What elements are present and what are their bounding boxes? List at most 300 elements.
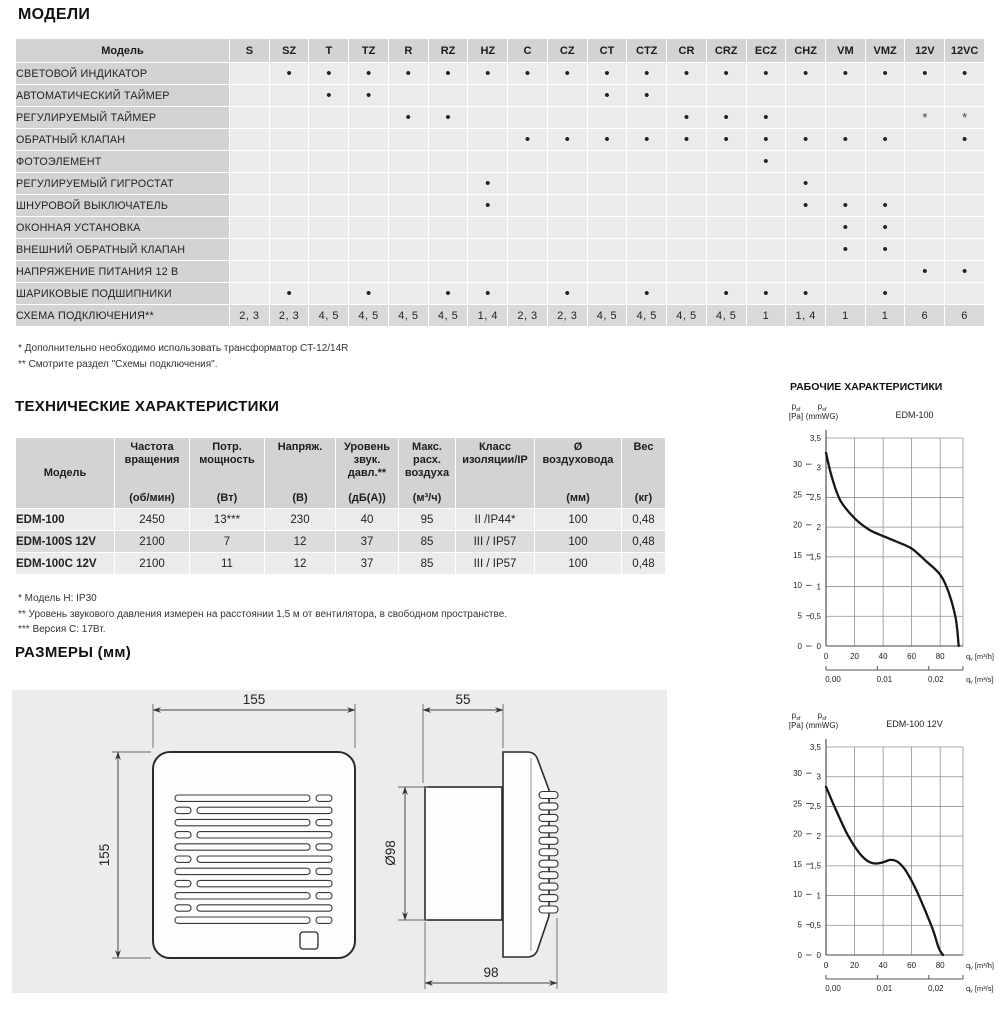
model-column-header: TZ: [349, 39, 388, 62]
tech-value-cell: 100: [535, 553, 621, 574]
feature-cell: [309, 151, 348, 172]
axis-symbol: $p_{sf}$: [791, 402, 801, 413]
feature-dot-cell: •: [826, 239, 865, 260]
grille-slat: [175, 868, 310, 874]
feature-row-label: ОКОННАЯ УСТАНОВКА: [16, 217, 229, 238]
dim-label: 98: [483, 965, 499, 980]
feature-cell: [588, 173, 627, 194]
dim-label: 155: [242, 692, 266, 707]
feature-cell: 2, 3: [508, 305, 547, 326]
feature-row-label: ВНЕШНИЙ ОБРАТНЫЙ КЛАПАН: [16, 239, 229, 260]
y-tick-pa: 5: [797, 611, 802, 621]
feature-cell: [747, 195, 786, 216]
x-tick: 40: [878, 652, 888, 661]
feature-dot-cell: •: [548, 129, 587, 150]
feature-row-label: ФОТОЭЛЕМЕНТ: [16, 151, 229, 172]
spring-clip-loop: [539, 883, 558, 890]
dim-label: Ø98: [383, 840, 398, 866]
feature-cell: [667, 239, 706, 260]
feature-row: [16, 63, 984, 84]
feature-cell: [309, 283, 348, 304]
x-tick: 60: [907, 652, 917, 661]
feature-cell: [230, 85, 269, 106]
feature-dot-cell: •: [468, 63, 507, 84]
fan-front-view: [153, 752, 355, 958]
feature-row-label: СВЕТОВОЙ ИНДИКАТОР: [16, 63, 229, 84]
feature-cell: [468, 107, 507, 128]
feature-cell: [945, 217, 984, 238]
feature-cell: [627, 217, 666, 238]
model-column-header: VM: [826, 39, 865, 62]
model-column-header: 12V: [905, 39, 944, 62]
feature-cell: [349, 173, 388, 194]
feature-cell: [508, 107, 547, 128]
tech-column-header: Потр. мощность (Вт): [190, 438, 264, 508]
feature-dot-cell: •: [866, 217, 905, 238]
feature-dot-cell: •: [627, 129, 666, 150]
feature-cell: [627, 173, 666, 194]
feature-dot-cell: •: [826, 195, 865, 216]
tech-column-header: Уровень звук. давл.** (дБ(А)): [336, 438, 398, 508]
grille-slat: [175, 917, 310, 923]
spring-clip-loop: [539, 872, 558, 879]
y-tick-mmwg: 3: [816, 772, 821, 782]
tech-column-header: Вес (кг): [622, 438, 665, 508]
feature-cell: [429, 261, 468, 282]
axis-symbol: $p_{sf}$: [817, 402, 827, 413]
grille-slat: [316, 819, 332, 825]
grille-slat: [175, 905, 191, 911]
feature-cell: [429, 85, 468, 106]
axis-unit: $q_v$ [m³/h]: [966, 652, 995, 663]
feature-cell: [548, 261, 587, 282]
performance-curve: [826, 453, 959, 646]
feature-cell: [309, 129, 348, 150]
axis-unit: [Pa]: [788, 412, 804, 421]
feature-cell: 1: [826, 305, 865, 326]
dim-panel-depth: [423, 692, 503, 783]
dimensions-drawing: [12, 690, 667, 993]
y-tick-mmwg: 1,5: [809, 552, 821, 562]
feature-dot-cell: •: [508, 129, 547, 150]
feature-cell: [270, 239, 309, 260]
grille-slat: [175, 807, 191, 813]
feature-cell: [747, 85, 786, 106]
feature-row: [16, 261, 984, 282]
feature-cell: [588, 107, 627, 128]
feature-cell: [230, 239, 269, 260]
feature-row: [16, 173, 984, 194]
feature-cell: [548, 107, 587, 128]
y-tick-pa: 20: [793, 520, 802, 530]
feature-cell: [905, 85, 944, 106]
grille-slat: [197, 880, 332, 886]
feature-cell: 6: [905, 305, 944, 326]
feature-cell: [905, 195, 944, 216]
axis-symbol: $p_{sf}$: [791, 711, 801, 722]
feature-dot-cell: •: [429, 283, 468, 304]
tech-value-cell: 11: [190, 553, 264, 574]
feature-cell: [270, 107, 309, 128]
feature-dot-cell: •: [548, 63, 587, 84]
feature-dot-cell: •: [468, 195, 507, 216]
performance-curve: [826, 787, 943, 955]
y-tick-mmwg: 3: [816, 463, 821, 473]
feature-dot-cell: •: [588, 129, 627, 150]
footnote: ** Уровень звукового давления измерен на расстоянии 1,5 м от вентилятора, в свободном пространстве.: [18, 608, 508, 620]
grille-slat: [316, 893, 332, 899]
feature-row-label: НАПРЯЖЕНИЕ ПИТАНИЯ 12 В: [16, 261, 229, 282]
feature-cell: [349, 261, 388, 282]
feature-cell: [508, 261, 547, 282]
feature-cell: [468, 239, 507, 260]
feature-cell: [786, 85, 825, 106]
feature-dot-cell: •: [468, 173, 507, 194]
y-tick-mmwg: 3,5: [809, 433, 821, 443]
feature-row: [16, 195, 984, 216]
model-column-header: R: [389, 39, 428, 62]
feature-cell: [707, 239, 746, 260]
feature-cell: [548, 217, 587, 238]
feature-cell: [309, 195, 348, 216]
feature-cell: [508, 283, 547, 304]
feature-cell: [866, 107, 905, 128]
feature-cell: [707, 195, 746, 216]
feature-cell: [627, 239, 666, 260]
feature-cell: [389, 239, 428, 260]
feature-cell: 4, 5: [667, 305, 706, 326]
feature-cell: 4, 5: [429, 305, 468, 326]
y-tick-mmwg: 1: [816, 582, 821, 592]
indicator-button: [300, 932, 318, 949]
dimensions-section-title: РАЗМЕРЫ (мм): [15, 644, 132, 661]
axis-unit: (mmWG): [805, 721, 839, 730]
feature-cell: [866, 151, 905, 172]
feature-cell: [429, 195, 468, 216]
x-tick: 40: [878, 961, 888, 970]
feature-dot-cell: •: [627, 85, 666, 106]
feature-cell: [508, 239, 547, 260]
feature-cell: [508, 85, 547, 106]
feature-cell: [389, 261, 428, 282]
tech-row: [16, 531, 665, 552]
tech-value-cell: 2100: [115, 531, 189, 552]
tech-value-cell: 0,48: [622, 553, 665, 574]
tech-value-cell: 0,48: [622, 531, 665, 552]
tech-column-header: Ø воздуховода (мм): [535, 438, 621, 508]
secondary-tick-label: 0,00: [825, 984, 841, 993]
feature-cell: [707, 261, 746, 282]
feature-cell: [667, 261, 706, 282]
feature-cell: [389, 217, 428, 238]
x-tick: 20: [850, 961, 859, 970]
tech-row: [16, 509, 665, 530]
feature-cell: [309, 173, 348, 194]
feature-cell: [389, 283, 428, 304]
feature-row-label: ШАРИКОВЫЕ ПОДШИПНИКИ: [16, 283, 229, 304]
x-tick: 80: [935, 652, 945, 661]
feature-cell: [667, 283, 706, 304]
feature-cell: [826, 283, 865, 304]
feature-cell: [588, 217, 627, 238]
feature-cell: 4, 5: [627, 305, 666, 326]
performance-chart-edm100: [782, 396, 1000, 696]
model-column-header: T: [309, 39, 348, 62]
y-tick-pa: 0: [797, 641, 802, 651]
tech-value-cell: 12: [265, 553, 335, 574]
tech-value-cell: 85: [399, 553, 455, 574]
feature-cell: [826, 107, 865, 128]
performance-chart-edm100-12v: [782, 705, 1000, 1005]
feature-cell: 4, 5: [707, 305, 746, 326]
model-column-header: CRZ: [707, 39, 746, 62]
feature-cell: [508, 195, 547, 216]
feature-cell: [707, 217, 746, 238]
model-column-header: CTZ: [627, 39, 666, 62]
feature-cell: [905, 129, 944, 150]
feature-cell: [945, 239, 984, 260]
tech-value-cell: 2450: [115, 509, 189, 530]
feature-cell: [468, 217, 507, 238]
grille-slat: [197, 905, 332, 911]
axis-unit: [Pa]: [788, 721, 804, 730]
feature-cell: 4, 5: [588, 305, 627, 326]
tech-section-title: ТЕХНИЧЕСКИЕ ХАРАКТЕРИСТИКИ: [15, 398, 280, 415]
models-footnotes: [18, 341, 348, 372]
feature-cell: [786, 107, 825, 128]
feature-cell: 2, 3: [548, 305, 587, 326]
feature-cell: [707, 173, 746, 194]
feature-cell: [230, 129, 269, 150]
model-column-header: S: [230, 39, 269, 62]
feature-cell: [230, 173, 269, 194]
tech-value-cell: 95: [399, 509, 455, 530]
feature-dot-cell: •: [468, 283, 507, 304]
spring-clip-loop: [539, 849, 558, 856]
grille-slat: [175, 893, 310, 899]
y-tick-mmwg: 3,5: [809, 742, 821, 752]
y-tick-mmwg: 0: [816, 641, 821, 651]
feature-cell: [309, 261, 348, 282]
tech-value-cell: 12: [265, 531, 335, 552]
y-tick-pa: 0: [797, 950, 802, 960]
dim-label: 155: [97, 843, 112, 867]
spring-clip-loop: [539, 837, 558, 844]
chart-title: EDM-100: [895, 410, 934, 420]
dim-front-width: [153, 692, 355, 748]
feature-cell: [230, 151, 269, 172]
feature-dot-cell: •: [945, 261, 984, 282]
axis-unit: (mmWG): [805, 412, 839, 421]
feature-star-cell: *: [945, 107, 984, 128]
feature-cell: [786, 239, 825, 260]
tech-value-cell: 100: [535, 509, 621, 530]
tech-model-name: EDM-100C 12V: [16, 553, 114, 574]
grille-slat: [197, 856, 332, 862]
feature-cell: [468, 85, 507, 106]
y-tick-pa: 30: [793, 768, 802, 778]
feature-row: [16, 239, 984, 260]
feature-dot-cell: •: [747, 129, 786, 150]
feature-cell: [667, 217, 706, 238]
performance-section-title: РАБОЧИЕ ХАРАКТЕРИСТИКИ: [790, 381, 943, 393]
feature-cell: [588, 239, 627, 260]
feature-dot-cell: •: [588, 63, 627, 84]
feature-dot-cell: •: [707, 63, 746, 84]
feature-cell: [945, 151, 984, 172]
tech-value-cell: II /IP44*: [456, 509, 534, 530]
feature-cell: [309, 107, 348, 128]
tech-value-cell: 37: [336, 553, 398, 574]
feature-cell: [230, 283, 269, 304]
feature-cell: [389, 129, 428, 150]
y-tick-mmwg: 1,5: [809, 861, 821, 871]
tech-model-name: EDM-100S 12V: [16, 531, 114, 552]
tech-column-header: Класс изоляции/IP: [456, 438, 534, 508]
feature-cell: [826, 261, 865, 282]
feature-cell: [270, 261, 309, 282]
feature-cell: [349, 151, 388, 172]
feature-cell: [627, 107, 666, 128]
duct-tube: [425, 787, 502, 920]
feature-cell: [508, 151, 547, 172]
tech-value-cell: 13***: [190, 509, 264, 530]
feature-cell: [866, 85, 905, 106]
feature-cell: 2, 3: [230, 305, 269, 326]
feature-cell: 1, 4: [786, 305, 825, 326]
tech-value-cell: 2100: [115, 553, 189, 574]
feature-cell: 4, 5: [309, 305, 348, 326]
x-tick: 80: [935, 961, 945, 970]
feature-dot-cell: •: [945, 129, 984, 150]
feature-cell: [270, 85, 309, 106]
feature-dot-cell: •: [707, 129, 746, 150]
x-tick: 20: [850, 652, 859, 661]
spring-clips: [539, 792, 558, 914]
feature-dot-cell: •: [786, 63, 825, 84]
feature-cell: [548, 85, 587, 106]
spring-clip-loop: [539, 826, 558, 833]
feature-cell: [945, 173, 984, 194]
feature-cell: [270, 129, 309, 150]
feature-dot-cell: •: [866, 63, 905, 84]
feature-dot-cell: •: [508, 63, 547, 84]
feature-cell: [826, 151, 865, 172]
feature-cell: [230, 195, 269, 216]
feature-cell: [866, 261, 905, 282]
feature-cell: [548, 239, 587, 260]
feature-cell: [548, 195, 587, 216]
fan-side-view: [425, 752, 558, 957]
feature-cell: 4, 5: [389, 305, 428, 326]
feature-dot-cell: •: [866, 129, 905, 150]
y-tick-mmwg: 1: [816, 891, 821, 901]
feature-dot-cell: •: [826, 217, 865, 238]
y-tick-pa: 20: [793, 829, 802, 839]
feature-cell: [349, 195, 388, 216]
spring-clip-loop: [539, 803, 558, 810]
model-column-header: ECZ: [747, 39, 786, 62]
feature-cell: [627, 261, 666, 282]
feature-dot-cell: •: [786, 129, 825, 150]
feature-row-label: ШНУРОВОЙ ВЫКЛЮЧАТЕЛЬ: [16, 195, 229, 216]
feature-cell: [588, 283, 627, 304]
feature-dot-cell: •: [548, 283, 587, 304]
feature-cell: [866, 173, 905, 194]
dim-duct-diameter: [383, 787, 428, 920]
chart-title: EDM-100 12V: [886, 719, 943, 729]
feature-row: [16, 129, 984, 150]
spring-clip-loop: [539, 895, 558, 902]
feature-cell: [747, 261, 786, 282]
feature-cell: [548, 173, 587, 194]
grille-slat: [175, 880, 191, 886]
feature-dot-cell: •: [866, 283, 905, 304]
feature-dot-cell: •: [429, 107, 468, 128]
dimensions-drawing-panel: [12, 690, 667, 993]
feature-row: [16, 283, 984, 304]
footnote: *** Версия C: 17Вт.: [18, 624, 106, 635]
feature-dot-cell: •: [627, 283, 666, 304]
grille-slat: [316, 868, 332, 874]
y-tick-pa: 5: [797, 920, 802, 930]
feature-dot-cell: •: [270, 283, 309, 304]
feature-row-label: АВТОМАТИЧЕСКИЙ ТАЙМЕР: [16, 85, 229, 106]
feature-cell: [309, 239, 348, 260]
tech-column-header: Напряж. (В): [265, 438, 335, 508]
y-tick-pa: 25: [793, 490, 802, 500]
y-tick-pa: 10: [793, 581, 802, 591]
grille-slat: [175, 832, 191, 838]
feature-dot-cell: •: [786, 173, 825, 194]
feature-star-cell: *: [905, 107, 944, 128]
feature-dot-cell: •: [707, 283, 746, 304]
feature-cell: [826, 173, 865, 194]
feature-row-label: ОБРАТНЫЙ КЛАПАН: [16, 129, 229, 150]
feature-cell: [707, 151, 746, 172]
tech-value-cell: 40: [336, 509, 398, 530]
tech-spec-table: [15, 437, 666, 575]
tech-value-cell: III / IP57: [456, 531, 534, 552]
tech-value-cell: 230: [265, 509, 335, 530]
feature-cell: [826, 85, 865, 106]
feature-cell: [588, 151, 627, 172]
models-feature-table: [15, 38, 985, 327]
feature-dot-cell: •: [786, 195, 825, 216]
feature-cell: [230, 63, 269, 84]
feature-cell: 1: [747, 305, 786, 326]
feature-cell: [786, 217, 825, 238]
model-column-header: VMZ: [866, 39, 905, 62]
feature-cell: [230, 261, 269, 282]
secondary-tick-label: 0,01: [876, 984, 893, 993]
tech-model-name: EDM-100: [16, 509, 114, 530]
feature-cell: [270, 195, 309, 216]
feature-cell: [270, 217, 309, 238]
spring-clip-loop: [539, 814, 558, 821]
feature-dot-cell: •: [826, 63, 865, 84]
feature-cell: [905, 151, 944, 172]
tech-value-cell: 85: [399, 531, 455, 552]
spring-clip-loop: [539, 860, 558, 867]
feature-cell: [707, 85, 746, 106]
grille-slat: [197, 807, 332, 813]
feature-row: [16, 85, 984, 106]
feature-cell: [389, 151, 428, 172]
feature-row: [16, 217, 984, 238]
feature-cell: [468, 151, 507, 172]
feature-dot-cell: •: [429, 63, 468, 84]
